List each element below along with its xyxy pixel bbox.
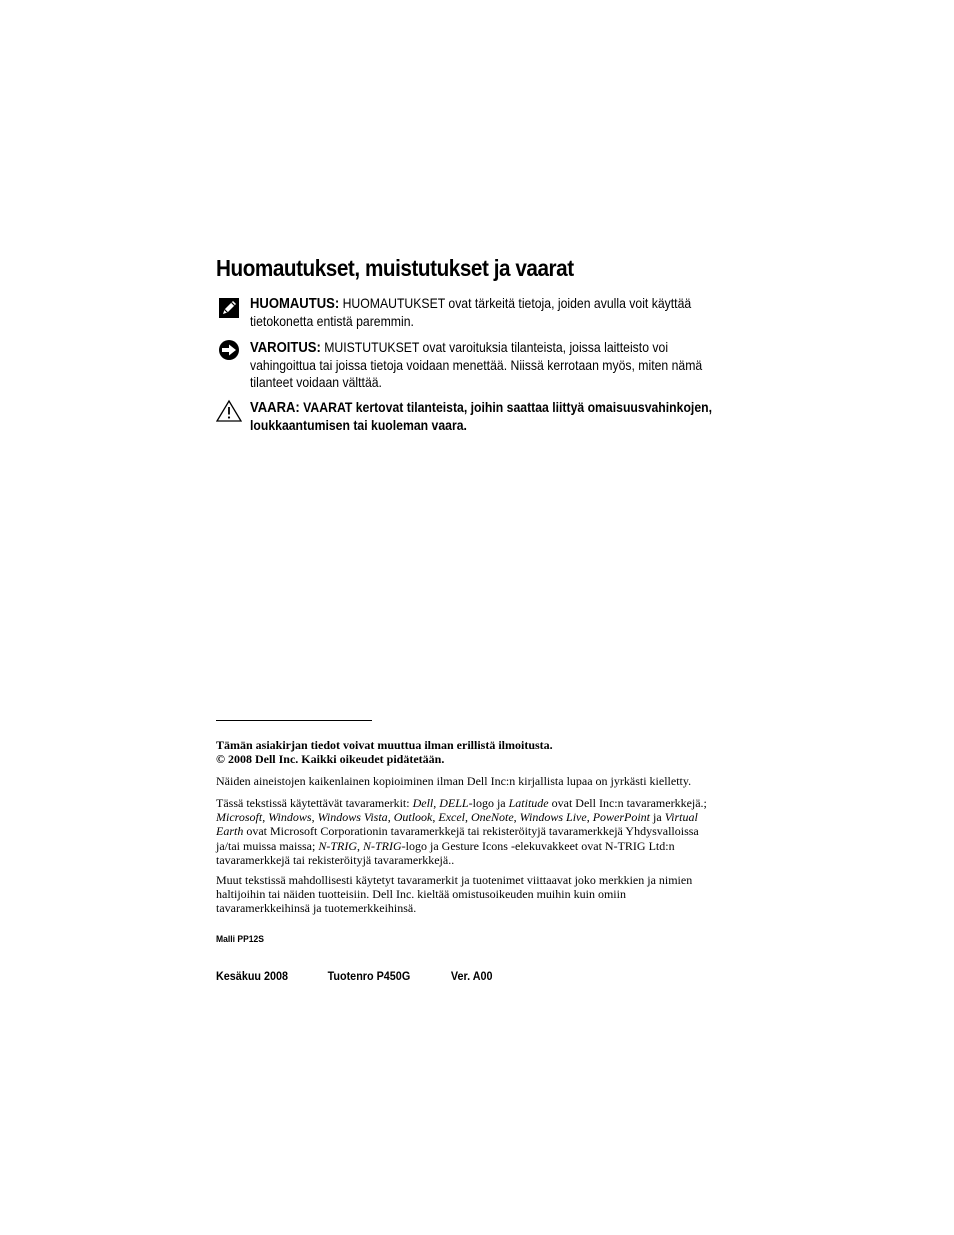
copying-notice: Näiden aineistojen kaikenlainen kopioiminen ilman Dell Inc:n kirjallista lupaa on jyrkästi kielletty.: [216, 774, 692, 788]
trademark-notice: [216, 796, 716, 867]
other-trademarks-notice: Muut tekstissä mahdollisesti käytetyt tavaramerkit ja tuotenimet viittaavat joko merkkien ja nimien haltijoihin tai näiden tuotteisiin. Dell Inc. kieltää omistusoikeuden muihin kuin omiin tavaramerkkeihinsä ja tuotemerkkeihinsä.: [216, 873, 693, 916]
warning-text: [250, 399, 718, 434]
caution-label: VAROITUS:: [250, 340, 321, 356]
tm-excel: Excel: [438, 810, 466, 825]
tm-windows: Windows: [268, 810, 312, 825]
tm-outlook: Outlook: [393, 810, 433, 825]
note-message: HUOMAUTUKSET ovat tärkeitä tietoja, joiden avulla voit käyttää tietokonetta entistä paremmin.: [250, 296, 692, 329]
change-notice: Tämän asiakirjan tiedot voivat muuttua ilman erillistä ilmoitusta.: [216, 738, 553, 752]
tm-text: ,: [432, 810, 439, 825]
part-number: Tuotenro P450G: [327, 969, 411, 983]
tm-powerpoint: PowerPoint: [592, 810, 651, 825]
tm-text: ,: [357, 838, 363, 853]
tm-windows-vista: Windows Vista: [317, 810, 388, 825]
footnote-divider: [216, 720, 372, 721]
warning-label: VAARA:: [250, 400, 300, 416]
tm-text: ,: [387, 810, 394, 825]
tm-text: Tässä tekstissä käytettävät tavaramerkit:: [216, 796, 413, 810]
note-pencil-icon: [216, 295, 242, 321]
publish-date: Kesäkuu 2008: [216, 969, 289, 983]
tm-windows-live: Windows Live: [519, 810, 587, 825]
tm-microsoft: Microsoft: [216, 810, 263, 825]
note-label: HUOMAUTUS:: [250, 296, 340, 312]
tm-ntrig-logo: N-TRIG: [363, 838, 402, 853]
tm-virtual-earth: Virtual Earth: [216, 810, 698, 839]
tm-text: ,: [465, 810, 472, 825]
legal-notice-block: [216, 738, 716, 766]
tm-text: ,: [513, 810, 520, 825]
caution-message: MUISTUTUKSET ovat varoituksia tilanteista, joissa laitteisto voi vahingoittua tai joissa tietoja voidaan menettää. Niissä kerrotaan myös, miten nämä tilanteet voidaan välttää.: [250, 340, 703, 390]
tm-dell-logo: DELL: [439, 796, 469, 810]
tm-text: ,: [586, 810, 593, 825]
model-number: Malli PP12S: [216, 934, 265, 945]
tm-text: ja: [650, 810, 665, 825]
caution-hand-icon: [216, 339, 242, 365]
document-version: Ver. A00: [450, 969, 493, 983]
tm-onenote: OneNote: [471, 810, 514, 825]
tm-text: -logo ja: [468, 796, 509, 810]
tm-text: ovat Dell Inc:n tavaramerkkejä.;: [548, 796, 707, 810]
tm-text: ,: [262, 810, 269, 825]
tm-text: ,: [311, 810, 318, 825]
copyright-notice: © 2008 Dell Inc. Kaikki oikeudet pidätetään.: [216, 752, 445, 767]
warning-triangle-icon: [216, 399, 242, 425]
tm-latitude: Latitude: [508, 796, 549, 810]
tm-dell: Dell: [412, 796, 434, 810]
caution-text: [250, 339, 718, 391]
tm-text: -logo ja Gesture Icons -elekuvakkeet ovat N-TRIG Ltd:n tavaramerkkejä tai rekisteröityjä tavaramerkkejä..: [216, 838, 675, 867]
tm-text: ovat Microsoft Corporationin tavaramerkkejä tai rekisteröityjä tavaramerkkejä Yhdysvalloissa ja/tai muissa maissa;: [216, 824, 699, 853]
note-text: [250, 295, 718, 330]
document-meta: [216, 969, 504, 985]
tm-ntrig: N-TRIG: [318, 838, 357, 853]
warning-message: VAARAT kertovat tilanteista, joihin saattaa liittyä omaisuusvahinkojen, loukkaantumisen tai kuoleman vaara.: [250, 400, 713, 433]
page-title: Huomautukset, muistutukset ja vaarat: [216, 255, 574, 281]
tm-text: ,: [433, 796, 440, 810]
